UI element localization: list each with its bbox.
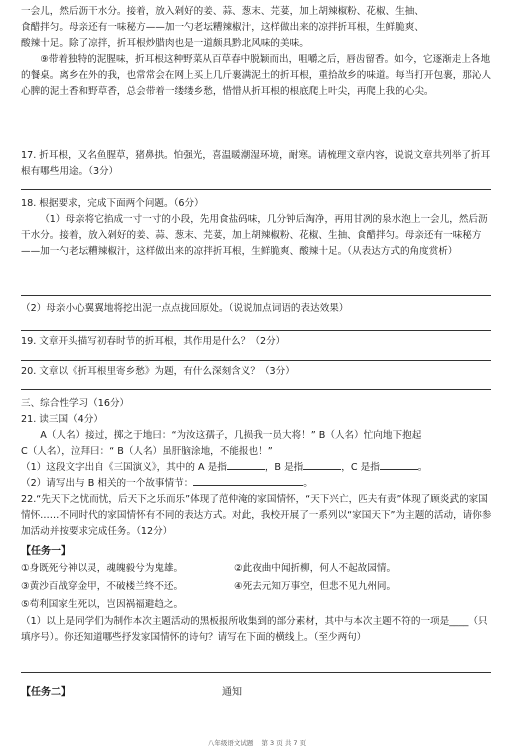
question-18-title: 18. 根据要求，完成下面两个问题。（6分）	[21, 198, 204, 209]
task-1-title: 【任务一】	[21, 546, 71, 557]
footer-page: 第 3 页 共 7 页	[261, 739, 307, 747]
blank-c[interactable]	[380, 460, 418, 470]
fill2-end: 。	[303, 478, 313, 489]
question-20: 20. 文章以《折耳根里寄乡愁》为题，有什么深刻含义？（3分）	[21, 366, 295, 377]
answer-line-22-1[interactable]	[21, 672, 491, 673]
answer-line-18-1[interactable]	[21, 295, 491, 296]
question-21-passage-line2: C（人名），泣拜曰：“ B（人名）虽肝脑涂地，不能报也！”	[21, 446, 273, 457]
answer-line-17[interactable]	[21, 189, 491, 190]
question-22-intro: 22.“先天下之忧而忧，后天下之乐而乐”体现了范仲淹的家国情怀，“天下兴亡，匹夫有责”体现了顾炎武的家国情怀……不同时代的家国情怀有不同的表达方式。对此，我校开展了一系列以“家国天下”为主题的活动，请你参加活动并按要求完成任务。（12分）	[21, 494, 492, 537]
task-1-question: （1）以上是同学们为制作本次主题活动的黑板报所收集到的部分素材，其中与本次主题不符的一项是____（只填序号）。你还知道哪些抒发家国情怀的诗句？请写在下面的横线上。（至少两句）	[21, 616, 488, 643]
paragraph-9: ⑨带着独特的泥腥味，折耳根这种野菜从百草春中脱颖而出，咀嚼之后，唇齿留香。如今，它逐渐走上各地的餐桌。离乡在外的我，也常常会在网上买上几斤裹满泥土的折耳根，重拾故乡的味道。每当打开包裹，那沁人心脾的泥土香和野草香，总会带着一缕缕乡愁，惜惜从折耳根的根底爬上叶尖，再爬上我的心尖。	[21, 54, 492, 97]
page-footer	[0, 738, 514, 747]
answer-line-19[interactable]	[21, 360, 491, 361]
task-2-title: 【任务二】	[21, 687, 71, 698]
footer-subject: 八年级语文试题	[207, 739, 254, 747]
paragraph-continuation-line2: 食醋拌匀。母亲还有一味秘方——加一勺老坛糟辣椒汁，这样做出来的凉拌折耳根，生鲜脆爽、	[21, 22, 424, 33]
answer-line-18-2[interactable]	[21, 330, 491, 331]
question-18-part2: （2）母亲小心翼翼地将挖出泥一点点拢回原处。（说说加点词语的表达效果）	[21, 303, 349, 314]
question-21-fill1	[21, 460, 493, 476]
question-21-passage-line1: A（人名）接过，掷之于地曰：“为汝这孺子，几损我一员大将！” B（人名）忙向地下抱起	[40, 430, 422, 441]
poem-line-4: ④死去元知万事空，但悲不见九州同。	[234, 581, 397, 592]
paragraph-continuation-line3: 酸辣十足。除了凉拌，折耳根炒腊肉也是一道颇具黔北风味的美味。	[21, 38, 309, 49]
blank-story[interactable]	[193, 476, 303, 486]
question-17: 17. 折耳根，又名鱼腥草，猪鼻拱。怕强光，喜温暖潮湿环境，耐寒。请梳理文章内容，说说文章共列举了折耳根有哪些用途。（3分）	[21, 150, 491, 177]
blank-a[interactable]	[227, 460, 265, 470]
notice-title: 通知	[222, 687, 242, 698]
fill1-mid2: ，C 是指	[341, 462, 380, 473]
section-3-title: 三、综合性学习（16分）	[21, 398, 130, 409]
poem-line-2: ②此夜曲中闻折柳，何人不起故园情。	[234, 563, 397, 574]
question-21-fill2	[21, 476, 493, 492]
question-18-part1: （1）母亲将它掐成一寸一寸的小段，先用食盐码味，几分钟后淘净，再用甘冽的泉水泡上一会儿，然后沥干水分。接着，放入剁好的姜、蒜、葱末、芫荽，加上胡辣椒粉、花椒、生抽、食醋拌匀。母亲还有一味秘方——加一勺老坛糟辣椒汁，这样做出来的凉拌折耳根，生鲜脆爽、酸辣十足。（从表达方式的角度赏析）	[21, 214, 488, 257]
question-21-title: 21. 读三国（4分）	[21, 414, 103, 425]
blank-b[interactable]	[303, 460, 341, 470]
fill1-end: 。	[417, 462, 428, 473]
paragraph-continuation-line1: 一会儿，然后沥干水分。接着，放入剁好的姜、蒜、葱末、芫荽，加上胡辣椒粉、花椒、生抽、	[21, 6, 424, 17]
fill1-mid1: ，B 是指	[264, 462, 304, 473]
fill2-prefix: （2）请写出与 B 相关的一个故事情节：	[21, 478, 194, 489]
poem-line-1: ①身既死兮神以灵，魂魄毅兮为鬼雄。	[21, 563, 184, 574]
fill1-prefix: （1）这段文字出自《三国演义》，其中的 A 是指	[21, 462, 227, 473]
poem-line-3: ③黄沙百战穿金甲，不破楼兰终不还。	[21, 581, 184, 592]
poem-line-5: ⑤苟利国家生死以，岂因祸福避趋之。	[21, 599, 184, 610]
answer-line-20[interactable]	[21, 389, 491, 390]
question-19: 19. 文章开头描写初春时节的折耳根，其作用是什么？（2分）	[21, 336, 286, 347]
